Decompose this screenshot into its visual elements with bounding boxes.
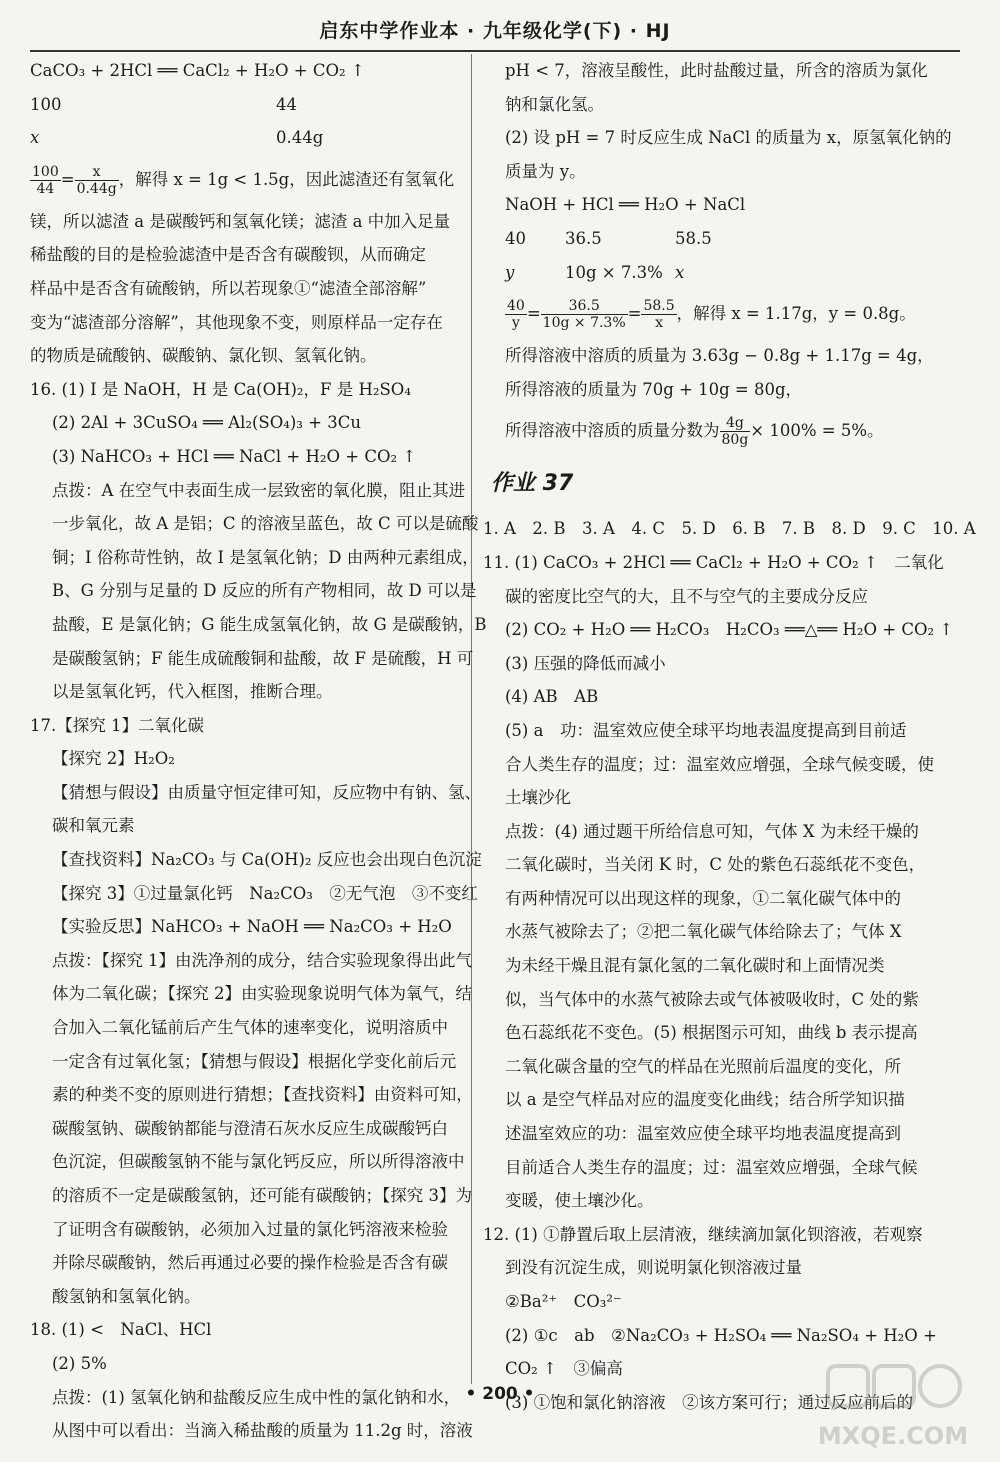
text-line	[483, 406, 915, 456]
text-line: 【猜想与假设】由质量守恒定律可知，反应物中有钠、氢、	[52, 782, 481, 802]
text-line: 碳和氧元素	[52, 816, 135, 836]
fraction	[541, 298, 628, 331]
fraction-numerator: 58.5	[643, 298, 675, 315]
tip-line: 以是氢氧化钙，代入框图，推断合理。	[52, 682, 333, 702]
text-line: (2) 2Al + 3CuSO₄ ══ Al₂(SO₄)₃ + 3Cu	[52, 413, 361, 433]
text-line: 变为“滤渣部分溶解”，其他现象不变，则原样品一定存在	[30, 312, 443, 332]
mass-value: x	[675, 262, 685, 282]
page-number: • 200 •	[465, 1384, 535, 1404]
question-16: 16. (1) I 是 NaOH，H 是 Ca(OH)₂，F 是 H₂SO₄	[30, 379, 411, 399]
equation-line: NaOH + HCl ══ H₂O + NaCl	[505, 195, 746, 215]
tip-line: 了证明含有碳酸钠，必须加入过量的氯化钙溶液来检验	[52, 1219, 448, 1239]
text-line: 【查找资料】Na₂CO₃ 与 Ca(OH)₂ 反应也会出现白色沉淀	[52, 850, 482, 870]
fraction-denominator: y	[511, 315, 520, 332]
watermark-icon	[808, 1360, 978, 1422]
text-line: 质量为 y。	[505, 161, 586, 181]
tip-line: 以 a 是空气样品对应的温度变化曲线；结合所学知识描	[505, 1090, 905, 1110]
text-span: ，解得 x = 1.17g，y = 0.8g。	[676, 304, 916, 324]
tip-line: 色石蕊纸花不变色。(5) 根据图示可知，曲线 b 表示提高	[505, 1023, 918, 1043]
tip-line: 点拨：(4) 通过题干所给信息可知，气体 X 为未经干燥的	[505, 821, 919, 841]
text-line: (5) a 功：温室效应使全球平均地表温度提高到目前适	[505, 720, 907, 740]
tip-line: 一定含有过氧化氢；【猜想与假设】根据化学变化前后元	[52, 1051, 457, 1071]
question-11: 11. (1) CaCO₃ + 2HCl ══ CaCl₂ + H₂O + CO₂ ↑ 二氧化	[483, 552, 944, 572]
section-title: 作业 37	[491, 471, 574, 497]
text-line: 稀盐酸的目的是检验滤渣中是否含有碳酸钡，从而确定	[30, 245, 426, 265]
text-line: (2) 设 pH = 7 时反应生成 NaCl 的质量为 x，原氢氧化钠的	[505, 128, 952, 148]
mass-value: y	[505, 262, 515, 282]
page-header	[30, 14, 960, 52]
mass-value: 0.44g	[276, 128, 324, 148]
text-span: 所得溶液中溶质的质量分数为	[505, 421, 720, 441]
fraction-numerator: 100	[32, 163, 59, 180]
mass-value: 100	[30, 94, 62, 114]
question-12: 12. (1) ①静置后取上层清液，继续滴加氯化钡溶液，若观察	[483, 1224, 923, 1244]
text-line: 土壤沙化	[505, 788, 571, 808]
tip-line: 体为二氧化碳；【探究 2】由实验现象说明气体为氧气，结	[52, 984, 472, 1004]
mass-value: 10g × 7.3%	[565, 262, 663, 282]
text-line: (4) AB AB	[505, 687, 599, 707]
tip-line: 二氧化碳含量的空气的样品在光照前后温度的变化，所	[505, 1056, 901, 1076]
tip-line: 碳酸氢钠、碳酸钠都能与澄清石灰水反应生成碳酸钙白	[52, 1118, 448, 1138]
fraction-denominator: 44	[36, 180, 55, 197]
equation-mass-row	[483, 222, 915, 256]
fraction-numerator: 36.5	[541, 298, 628, 315]
fraction-numerator: x	[75, 164, 119, 181]
text-line: (3) NaHCO₃ + HCl ══ NaCl + H₂O + CO₂ ↑	[52, 446, 417, 466]
fraction-denominator: 10g × 7.3%	[542, 315, 626, 332]
text-line: (3) 压强的降低而减小	[505, 653, 666, 673]
tip-line: 是碳酸氢钠；F 能生成硫酸铜和盐酸，故 F 是硫酸，H 可	[52, 648, 474, 668]
tip-line: 合加入二氧化锰前后产生气体的速率变化，说明溶质中	[52, 1018, 448, 1038]
text-line: 钠和氯化氢。	[505, 94, 604, 114]
text-line: 的物质是硫酸钠、碳酸钠、氯化钡、氢氧化钠。	[30, 346, 377, 366]
tip-line: 似，当气体中的水蒸气被除去或气体被吸收时，C 处的紫	[505, 989, 919, 1009]
text-line: 【探究 2】H₂O₂	[52, 749, 175, 769]
answer-key: 1. A 2. B 3. A 4. C 5. D 6. B 7. B 8. D 9. C 10. A	[483, 519, 976, 539]
text-line: 所得溶液的质量为 70g + 10g = 80g，	[505, 379, 803, 399]
tip-line: 的溶质不一定是碳酸氢钠，还可能有碳酸钠；【探究 3】为	[52, 1186, 472, 1205]
tip-line: 从图中可以看出：当滴入稀盐酸的质量为 11.2g 时，溶液	[52, 1421, 473, 1441]
text-line: (3) ①饱和氯化钠溶液 ②该方案可行；通过反应前后的	[505, 1392, 914, 1412]
text-line: ②Ba²⁺ CO₃²⁻	[505, 1292, 622, 1311]
text-line: 碳的密度比空气的大，且不与空气的主要成分反应	[505, 586, 868, 606]
fraction-denominator: 0.44g	[76, 180, 117, 197]
text-line: 样品中是否含有硫酸钠，所以若现象①“滤渣全部溶解”	[30, 278, 427, 298]
tip-line: 铜；I 俗称苛性钠，故 I 是氢氧化钠；D 由两种元素组成，	[52, 547, 479, 567]
fraction	[720, 415, 751, 448]
tip-line: 素的种类不变的原则进行猜想；【查找资料】由资料可知，	[52, 1085, 473, 1105]
watermark-logo	[808, 1360, 978, 1456]
mass-value: 58.5	[675, 228, 712, 248]
watermark-text: MXQE.COM	[817, 1422, 969, 1450]
text-line: (2) CO₂ + H₂O ══ H₂CO₃ H₂CO₃ ══△══ H₂O + CO₂ ↑	[505, 620, 954, 640]
fraction-numerator: 4g	[720, 415, 751, 432]
equation-mass-row	[30, 88, 462, 122]
text-line: 所得溶液中溶质的质量为 3.63g − 0.8g + 1.17g = 4g，	[505, 346, 934, 366]
text-line: 【探究 3】①过量氯化钙 Na₂CO₃ ②无气泡 ③不变红	[52, 883, 478, 903]
fraction	[641, 298, 676, 331]
tip-line: 有两种情况可以出现这样的现象，①二氧化碳气体中的	[505, 888, 901, 908]
tip-line: 色沉淀，但碳酸氢钠不能与氯化钙反应，所以所得溶液中	[52, 1152, 465, 1172]
fraction-denominator: x	[655, 315, 663, 332]
text-line: 到没有沉淀生成，则说明氯化钡溶液过量	[505, 1258, 802, 1278]
fraction-line: $\frac{40}{y}$ = $\frac{36.5}{10g \times 7.3\%}$ = $\frac{58.5}{x}$ ，解得 x = 1.17g，y = 0.8g。	[507, 298, 916, 332]
tip-line: 目前适合人类生存的温度；过：温室效应增强，全球气候	[505, 1157, 918, 1177]
tip-line: 述温室效应的功：温室效应使全球平均地表温度提高到	[505, 1124, 901, 1144]
tip-line: 盐酸，E 是氯化钠；G 能生成氢氧化钠，故 G 是碳酸钠，B	[52, 614, 487, 634]
equation-line: CaCO₃ + 2HCl ══ CaCl₂ + H₂O + CO₂ ↑	[30, 61, 365, 80]
tip-line: 并除尽碳酸钠，然后再通过必要的操作检验是否含有碳	[52, 1253, 448, 1273]
tip-line: 点拨：(1) 氢氧化钠和盐酸反应生成中性的氯化钠和水，	[52, 1387, 461, 1407]
fraction	[505, 298, 527, 331]
mass-value: 40	[505, 228, 526, 248]
right-column	[483, 54, 976, 1419]
tip-line: 一步氧化，故 A 是铝；C 的溶液呈蓝色，故 C 可以是硫酸	[52, 514, 479, 534]
fraction	[30, 164, 61, 197]
fraction	[75, 164, 119, 197]
header-title: 启东中学作业本 · 九年级化学(下) · HJ	[319, 20, 671, 42]
text-line: CO₂ ↑ ③偏高	[505, 1359, 623, 1379]
mass-value: 44	[276, 94, 297, 114]
text-line: pH < 7，溶液呈酸性，此时盐酸过量，所含的溶质为氯化	[505, 61, 928, 80]
text-line: (2) ①c ab ②Na₂CO₃ + H₂SO₄ ══ Na₂SO₄ + H₂O +	[505, 1325, 937, 1345]
tip-line: 为未经干燥且混有氯化氢的二氧化碳时和上面情况类	[505, 956, 885, 976]
tip-line: 水蒸气被除去了；②把二氧化碳气体给除去了；气体 X	[505, 922, 902, 942]
tip-line: 酸氢钠和氢氧化钠。	[52, 1286, 201, 1306]
equation-mass-row	[483, 256, 915, 290]
text-line: 【实验反思】NaHCO₃ + NaOH ══ Na₂CO₃ + H₂O	[52, 917, 452, 937]
tip-line: 点拨：A 在空气中表面生成一层致密的氧化膜，阻止其进	[52, 480, 466, 500]
equation-mass-row	[30, 121, 462, 155]
tip-line: 点拨：【探究 1】由洗净剂的成分，结合实验现象得出此气	[52, 950, 472, 970]
tip-line: B、G 分别与足量的 D 反应的所有产物相同，故 D 可以是	[52, 581, 477, 601]
text-line: 合人类生存的温度；过：温室效应增强，全球气候变暖，使	[505, 754, 934, 774]
tip-line: 二氧化碳时，当关闭 K 时，C 处的紫色石蕊纸花不变色，	[505, 855, 926, 875]
fraction-denominator: 80g	[721, 432, 749, 449]
text-line: (2) 5%	[52, 1353, 107, 1373]
fraction-numerator: 40	[507, 298, 525, 315]
mass-value: x	[30, 128, 40, 148]
fraction-line: $\frac{100}{44}$ = $\frac{x}{0.44g}$ ，解得 x = 1g < 1.5g，因此滤渣还有氢氧化	[32, 163, 455, 197]
question-17: 17.【探究 1】二氧化碳	[30, 715, 204, 735]
mass-value: 36.5	[565, 228, 602, 248]
text-line: 镁，所以滤渣 a 是碳酸钙和氢氧化镁；滤渣 a 中加入足量	[30, 211, 451, 231]
text-span: ，解得 x = 1g < 1.5g，因此滤渣还有氢氧化	[118, 169, 455, 189]
tip-line: 变暖，使土壤沙化。	[505, 1191, 654, 1211]
text-span: × 100% = 5%。	[750, 421, 884, 441]
left-column	[30, 54, 487, 1448]
question-18: 18. (1) < NaCl、HCl	[30, 1320, 212, 1340]
